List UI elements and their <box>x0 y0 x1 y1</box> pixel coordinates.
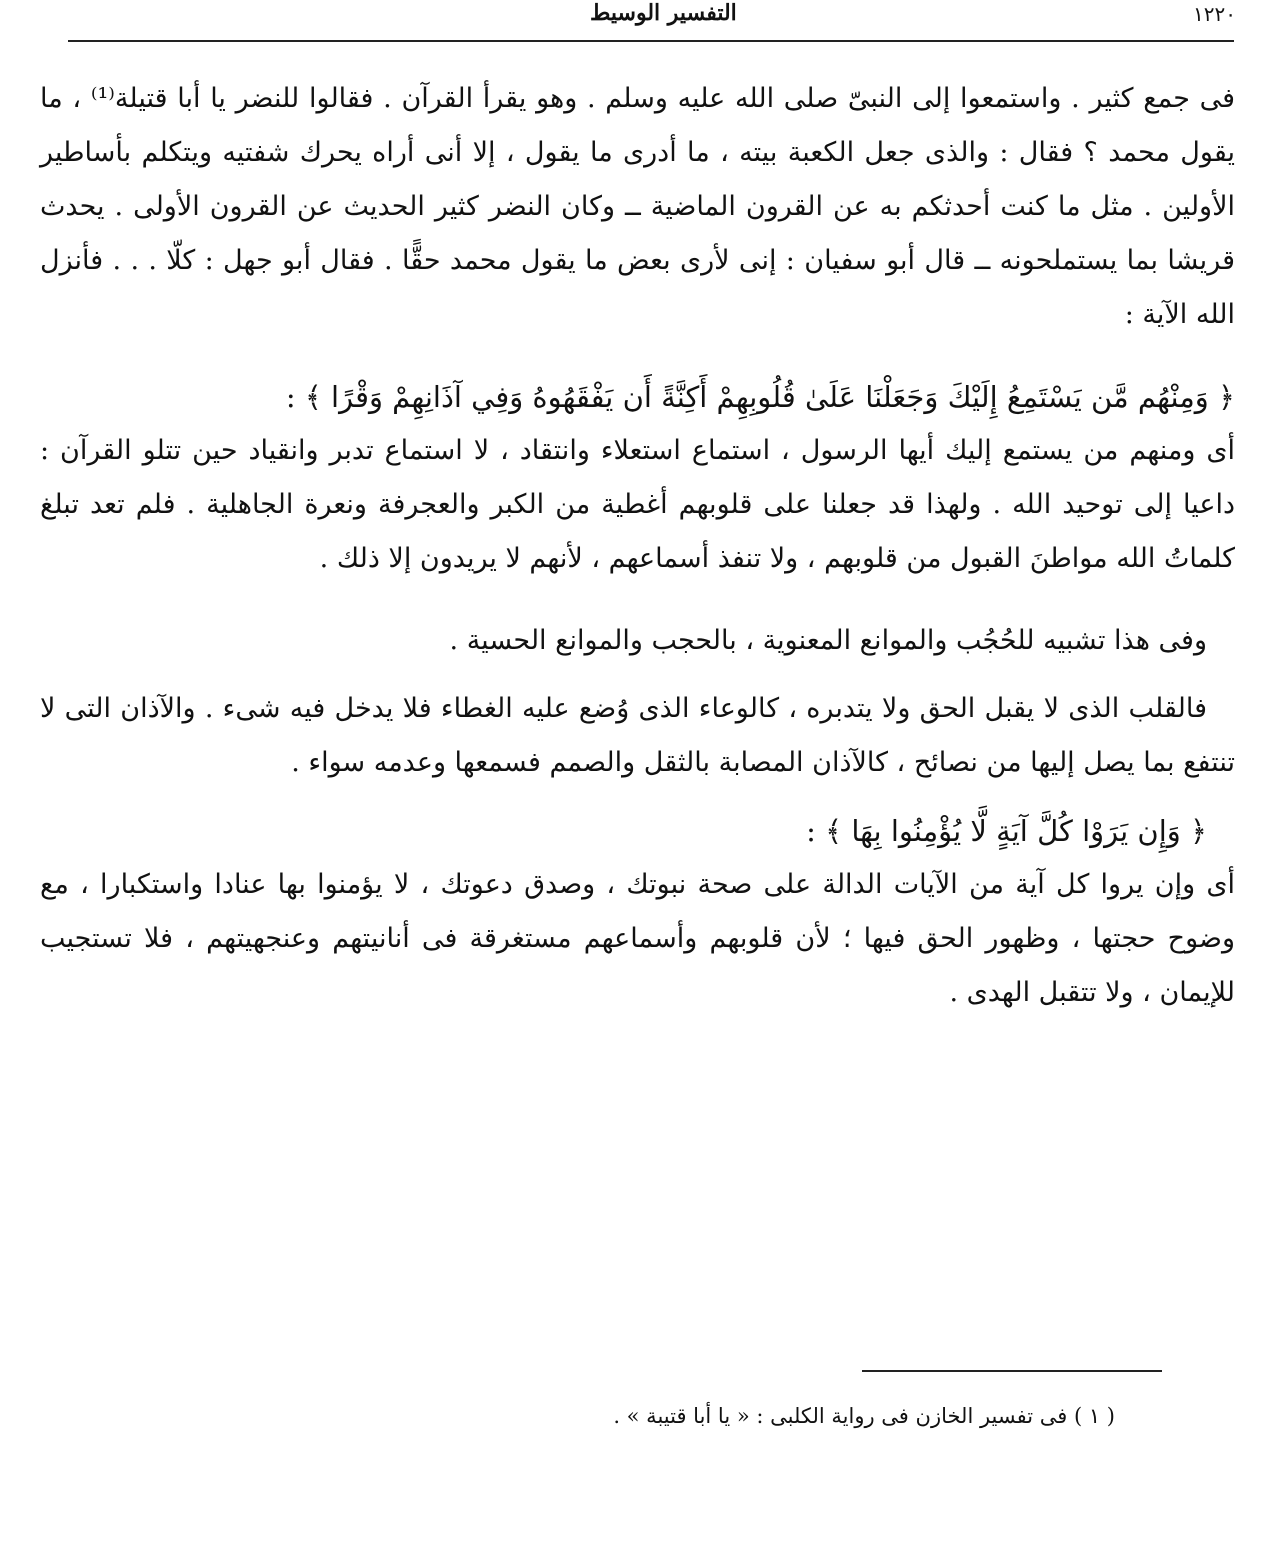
footnote-rule <box>862 1370 1162 1372</box>
paragraph-5: أى وإن يروا كل آية من الآيات الدالة على صحة نبوتك ، وصدق دعوتك ، لا يؤمنوا بها عنادا واستكبارا ، مع وضوح حجتها ، وظهور الحق فيها ؛ لأن قلوبهم وأسماعهم مستغرقة فى أنانيتهم وعنجهيتهم ، فلا تستجيب للإيمان ، ولا تتقبل الهدى . <box>40 869 1235 1008</box>
paragraph-2: أى ومنهم من يستمع إليك أيها الرسول ، استماع استعلاء وانتقاد ، لا استماع تدبر وانقياد حين تتلو القرآن : داعيا إلى توحيد الله . ولهذا قد جعلنا على قلوبهم أغطية من الكبر والعجرفة ونعرة الجاهلية . فلم تعد تبلغ كلماتُ الله مواطنَ القبول من قلوبهم ، ولا تنفذ أسماعهم ، لأنهم لا يريدون إلا ذلك . <box>40 435 1235 574</box>
footnote: ( ١ ) فى تفسير الخازن فى رواية الكلبى : « يا أبا قتيبة » . <box>613 1404 1115 1428</box>
body-text <box>40 72 1235 1020</box>
page-number: ١٢٢٠ <box>1193 2 1236 26</box>
header-rule <box>68 40 1234 42</box>
paragraph-3: وفى هذا تشبيه للحُجُب والموانع المعنوية ، بالحجب والموانع الحسية . <box>449 625 1207 656</box>
page-header <box>60 0 1240 28</box>
paragraph-1: فى جمع كثير . واستمعوا إلى النبىّ صلى الله عليه وسلم . وهو يقرأ القرآن . فقالوا للنضر يا أبا قتيلة⁽¹⁾ ، ما يقول محمد ؟ فقال : والذى جعل الكعبة بيته ، ما أدرى ما يقول ، إلا أنى أراه يحرك شفتيه ويتكلم بأساطير الأولين . مثل ما كنت أحدثكم به عن القرون الماضية ــ وكان النضر كثير الحديث عن القرون الأولى . يحدث قريشا بما يستملحونه ــ قال أبو سفيان : إنى لأرى بعض ما يقول محمد حقًّا . فقال أبو جهل : كلّا . . . فأنزل الله الآية : <box>40 83 1236 330</box>
running-title: التفسير الوسيط <box>590 0 737 26</box>
quran-verse-1: ﴿ وَمِنْهُم مَّن يَسْتَمِعُ إِلَيْكَ وَجَعَلْنَا عَلَىٰ قُلُوبِهِمْ أَكِنَّةً أَن يَفْقَهُوهُ وَفِي آذَانِهِمْ وَقْرًا ﴾ : <box>285 380 1235 414</box>
quran-verse-2: ﴿ وَإِن يَرَوْا كُلَّ آيَةٍ لَّا يُؤْمِنُوا بِهَا ﴾ : <box>806 814 1207 848</box>
paragraph-4: فالقلب الذى لا يقبل الحق ولا يتدبره ، كالوعاء الذى وُضع عليه الغطاء فلا يدخل فيه شىء . والآذان التى لا تنتفع بما يصل إليها من نصائح ، كالآذان المصابة بالثقل والصمم فسمعها وعدمه سواء . <box>40 693 1235 778</box>
